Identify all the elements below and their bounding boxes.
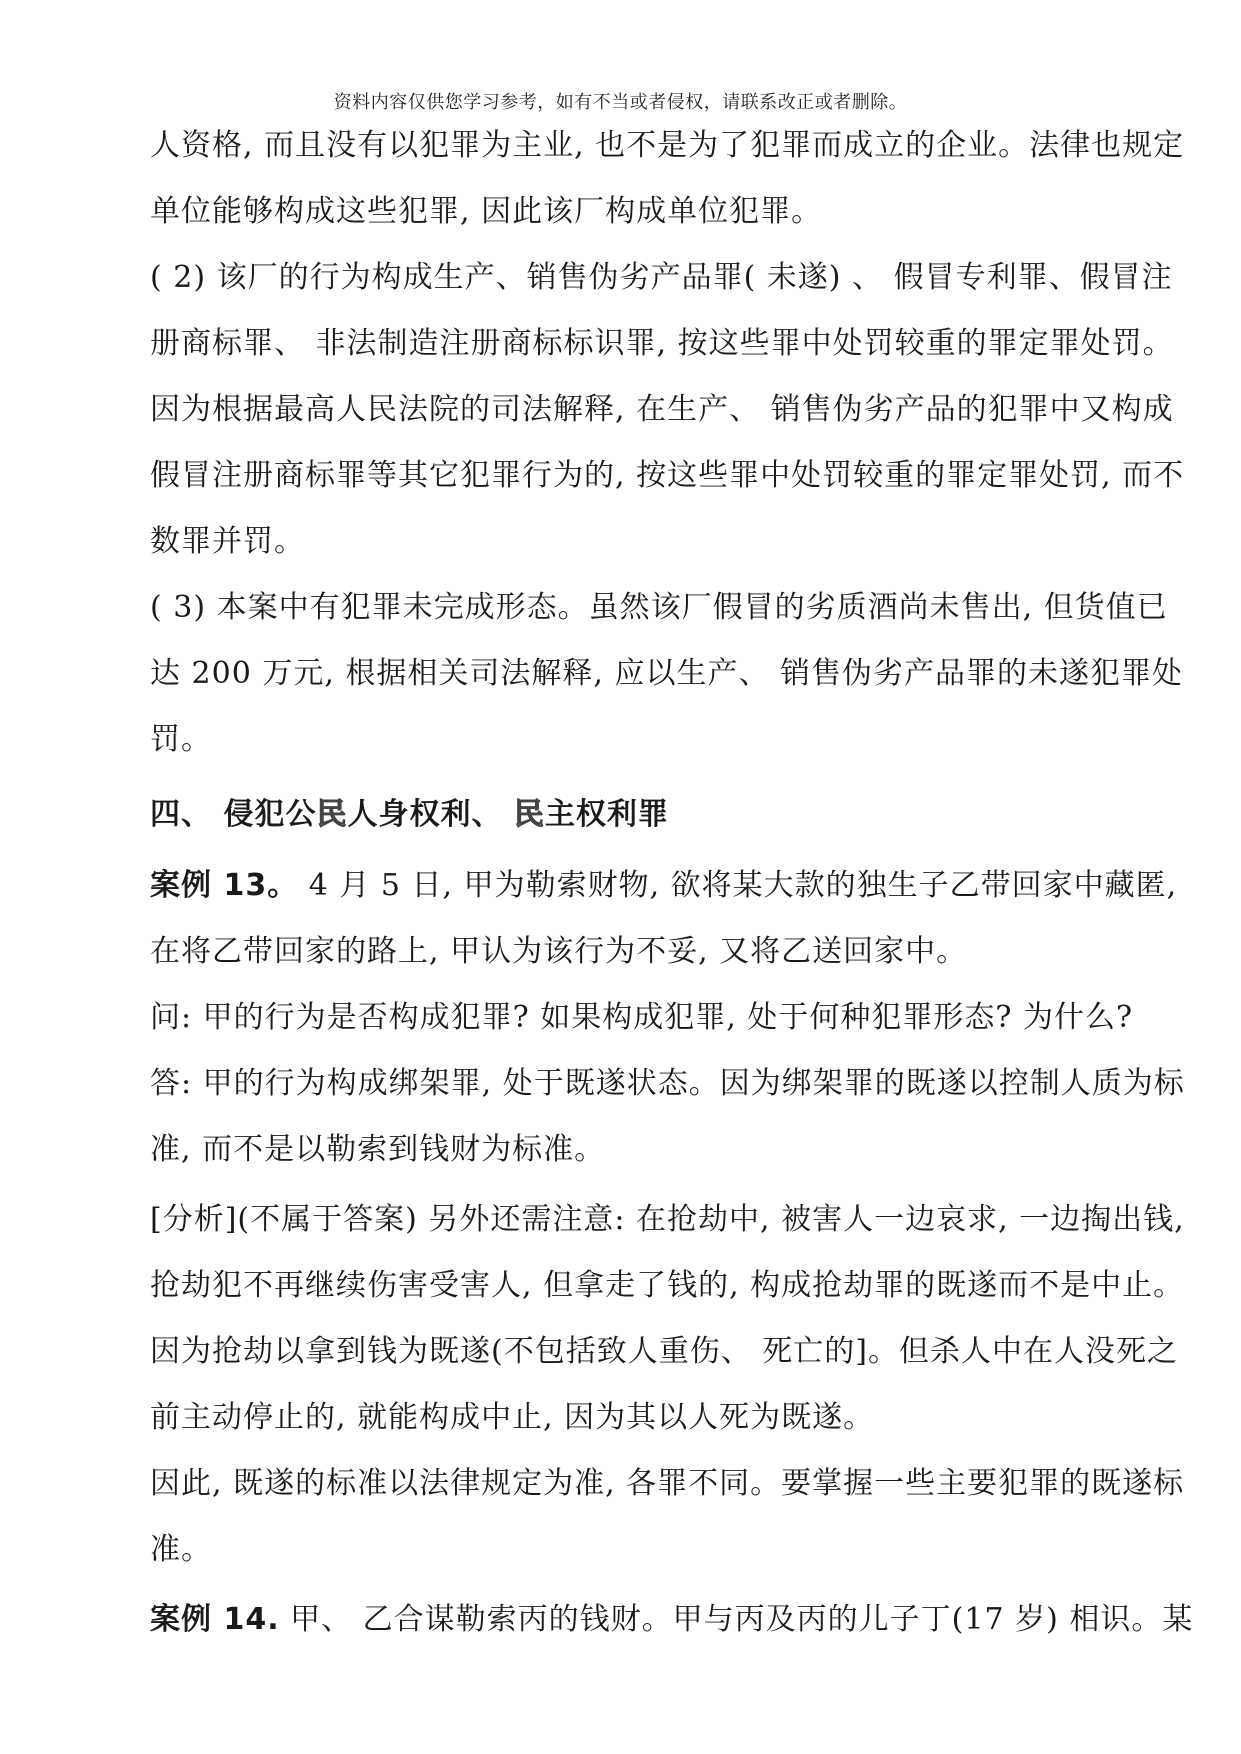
conclusion-line: 准。 (150, 1532, 212, 1567)
page-header-disclaimer: 资料内容仅供您学习参考，如有不当或者侵权，请联系改正或者删除。 (333, 92, 908, 113)
paragraph-line: ( 2) 该厂的行为构成生产、销售伪劣产品罪( 未遂) 、 假冒专利罪、假冒注 (150, 260, 1173, 295)
question-line: 问: 甲的行为是否构成犯罪? 如果构成犯罪, 处于何种犯罪形态? 为什么? (150, 1000, 1134, 1035)
analysis-line: [分析](不属于答案) 另外还需注意: 在抢劫中, 被害人一边哀求, 一边掏出钱, (150, 1202, 1185, 1237)
case-13-label: 案例 13。 (150, 868, 299, 903)
paragraph-line: 假冒注册商标罪等其它犯罪行为的, 按这些罪中处罚较重的罪定罪处罚, 而不 (150, 458, 1185, 493)
section-heading-outline-char: 民 (316, 797, 348, 832)
section-heading (150, 795, 1170, 835)
section-heading-part: 四、 侵犯公 (150, 797, 317, 832)
paragraph-line: 单位能够构成这些犯罪, 因此该厂构成单位犯罪。 (150, 194, 823, 229)
section-heading-part: 人身权利、 (347, 797, 514, 832)
conclusion-line: 因此, 既遂的标准以法律规定为准, 各罪不同。要掌握一些主要犯罪的既遂标 (150, 1466, 1185, 1501)
case-13-line (150, 866, 1178, 906)
paragraph-line: 在将乙带回家的路上, 甲认为该行为不妥, 又将乙送回家中。 (150, 934, 968, 969)
analysis-line: 前主动停止的, 就能构成中止, 因为其以人死为既遂。 (150, 1400, 875, 1435)
paragraph-line: 册商标罪、 非法制造注册商标标识罪, 按这些罪中处罚较重的罪定罪处罚。 (150, 326, 1174, 361)
analysis-line: 抢劫犯不再继续伤害受害人, 但拿走了钱的, 构成抢劫罪的既遂而不是中止。 (150, 1268, 1185, 1303)
answer-line: 答: 甲的行为构成绑架罪, 处于既遂状态。因为绑架罪的既遂以控制人质为标 (150, 1066, 1185, 1101)
section-heading-part: 主权利罪 (544, 797, 669, 832)
case-14-line (150, 1600, 1194, 1640)
section-heading-outline-char: 民 (513, 797, 545, 832)
paragraph-line: 数罪并罚。 (150, 524, 305, 559)
paragraph-line: 因为根据最高人民法院的司法解释, 在生产、 销售伪劣产品的犯罪中又构成 (150, 392, 1174, 427)
case-14-text: 甲、 乙合谋勒索丙的钱财。甲与丙及丙的儿子丁(17 岁) 相识。某 (279, 1602, 1194, 1637)
answer-line: 准, 而不是以勒索到钱财为标准。 (150, 1132, 606, 1167)
case-14-label: 案例 14. (150, 1602, 280, 1637)
analysis-line: 因为抢劫以拿到钱为既遂(不包括致人重伤、 死亡的]。但杀人中在人没死之 (150, 1334, 1178, 1369)
paragraph-line: 达 200 万元, 根据相关司法解释, 应以生产、 销售伪劣产品罪的未遂犯罪处 (150, 656, 1184, 691)
paragraph-line: 罚。 (150, 722, 212, 757)
paragraph-line: 人资格, 而且没有以犯罪为主业, 也不是为了犯罪而成立的企业。法律也规定 (150, 128, 1185, 163)
paragraph-line: ( 3) 本案中有犯罪未完成形态。虽然该厂假冒的劣质酒尚未售出, 但货值已 (150, 590, 1168, 625)
case-13-text: 4 月 5 日, 甲为勒索财物, 欲将某大款的独生子乙带回家中藏匿, (298, 868, 1178, 903)
